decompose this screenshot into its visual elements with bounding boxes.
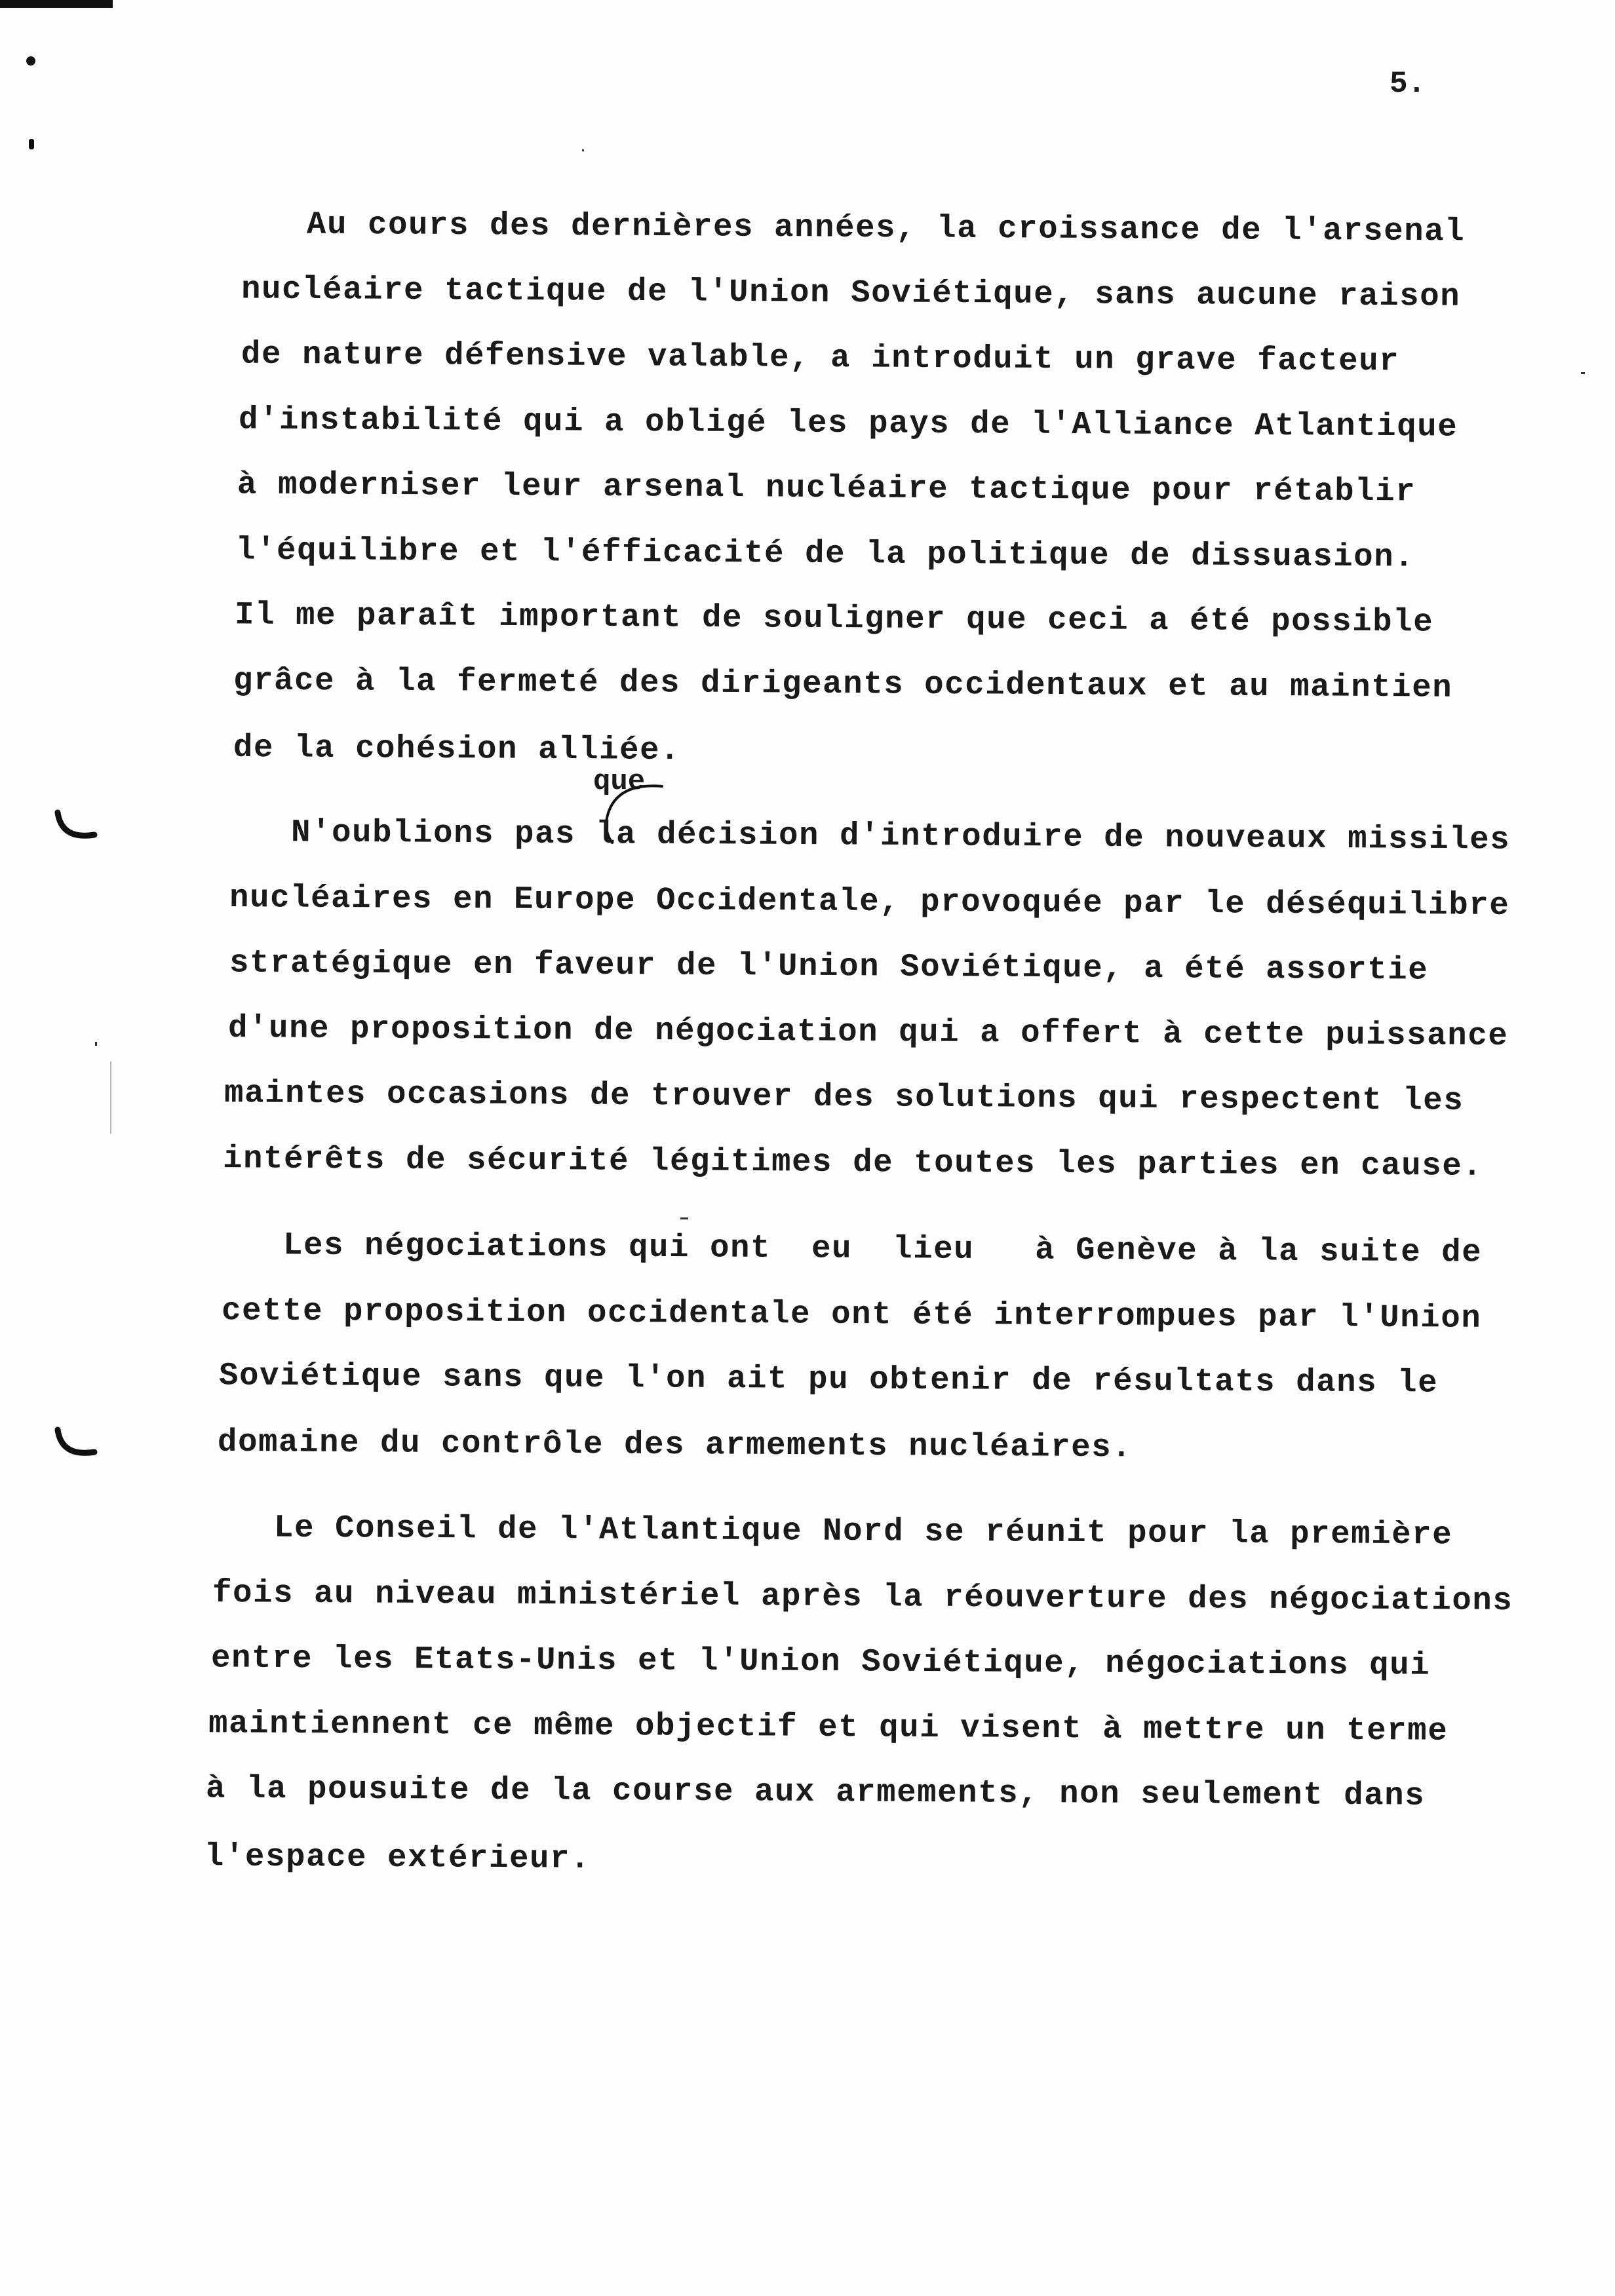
text-line: Au cours des dernières années, la croissance de l'arsenal: [306, 206, 1466, 250]
text-line: Le Conseil de l'Atlantique Nord se réunit pour la première: [273, 1509, 1453, 1554]
text-line: Les négociations qui ont eu lieu à Genève à la suite de: [282, 1227, 1483, 1271]
margin-speck-mark: [110, 1062, 111, 1134]
text-line: stratégique en faveur de l'Union Soviétique, a été assortie: [229, 944, 1429, 989]
text-line: d'une proposition de négociation qui a offert à cette puissance: [227, 1010, 1509, 1054]
text-line: grâce à la fermeté des dirigeants occidentaux et au maintien: [233, 662, 1453, 706]
text-line: à moderniser leur arsenal nucléaire tactique pour rétablir: [237, 466, 1416, 510]
text-line: nucléaire tactique de l'Union Soviétique, sans aucune raison: [241, 271, 1461, 315]
margin-speck-mark: [582, 149, 584, 151]
text-line: l'équilibre et l'éfficacité de la politique de dissuasion.: [235, 531, 1415, 576]
text-line: nucléaires en Europe Occidentale, provoquée par le déséquilibre: [229, 879, 1510, 924]
handwritten-insertion: que: [593, 765, 646, 798]
margin-dot-mark: [26, 56, 35, 66]
text-line: intérêts de sécurité légitimes de toutes les parties en cause.: [222, 1140, 1483, 1185]
margin-speck-mark: [1581, 372, 1585, 374]
margin-dot-mark-small: [29, 139, 34, 149]
top-edge-mark: [0, 0, 113, 8]
text-line: l'espace extérieur.: [204, 1838, 591, 1877]
text-line: maintiennent ce même objectif et qui visent à mettre un terme: [208, 1705, 1449, 1750]
text-line: Il me paraît important de souligner que ceci a été possible: [234, 596, 1434, 641]
text-line: à la pousuite de la course aux armements, non seulement dans: [205, 1770, 1426, 1814]
text-line: N'oublions pas la décision d'introduire de nouveaux missiles: [290, 814, 1511, 858]
text-line: entre les Etats-Unis et l'Union Soviétique, négociations qui: [210, 1639, 1431, 1684]
page-number: 5.: [1390, 67, 1426, 101]
margin-speck-mark: [95, 1042, 97, 1046]
text-line: cette proposition occidentale ont été interrompues par l'Union: [221, 1292, 1482, 1337]
text-line: maintes occasions de trouver des solutions qui respectent les: [224, 1075, 1464, 1119]
text-line: domaine du contrôle des armements nucléaires.: [217, 1423, 1133, 1466]
punch-hole-mark-upper: [52, 806, 101, 854]
text-line: de la cohésion alliée.: [233, 729, 681, 769]
punch-hole-mark-lower: [52, 1423, 101, 1472]
text-line: Soviétique sans que l'on ait pu obtenir de résultats dans le: [218, 1357, 1439, 1402]
text-line: de nature défensive valable, a introduit un grave facteur: [241, 335, 1400, 380]
text-line: d'instabilité qui a obligé les pays de l'Alliance Atlantique: [238, 401, 1458, 446]
margin-speck-mark: [680, 1217, 688, 1219]
text-line: fois au niveau ministériel après la réouverture des négociations: [212, 1574, 1513, 1620]
